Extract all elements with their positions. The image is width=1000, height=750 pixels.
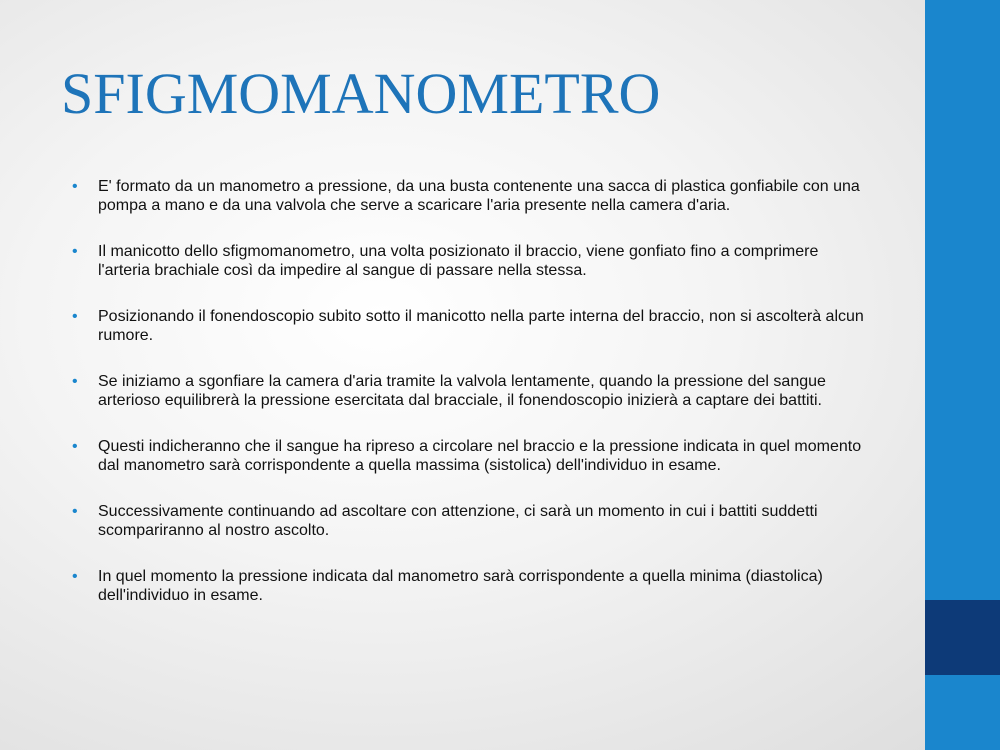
bullet-item (72, 438, 872, 475)
bullet-text: Questi indicheranno che il sangue ha ripreso a circolare nel braccio e la pressione indicata in quel momento dal manometro sarà corrispondente a quella massima (sistolica) dell'individuo in esame. (98, 438, 862, 474)
bullet-item (72, 503, 872, 540)
bullet-icon: • (72, 568, 78, 585)
bullet-text: Successivamente continuando ad ascoltare con attenzione, ci sarà un momento in cui i battiti suddetti scompariranno al nostro ascolto. (98, 503, 818, 539)
slide-title: SFIGMOMANOMETRO (61, 61, 661, 126)
bullet-item (72, 308, 872, 345)
bullet-icon: • (72, 438, 78, 455)
bullet-item (72, 373, 872, 410)
bullet-icon: • (72, 373, 78, 390)
bullet-item (72, 178, 872, 215)
bullet-text: Posizionando il fonendoscopio subito sotto il manicotto nella parte interna del braccio, non si ascolterà alcun rumore. (98, 308, 864, 344)
bullet-item (72, 243, 872, 280)
bullet-item (72, 568, 872, 605)
bullet-icon: • (72, 308, 78, 325)
bullet-text: Se iniziamo a sgonfiare la camera d'aria tramite la valvola lentamente, quando la pressione del sangue arterioso equilibrerà la pressione esercitata dal bracciale, il fonendoscopio inizierà a captare dei battiti. (98, 373, 826, 409)
bullet-icon: • (72, 503, 78, 520)
bullet-icon: • (72, 178, 78, 195)
bullet-text: Il manicotto dello sfigmomanometro, una volta posizionato il braccio, viene gonfiato fino a comprimere l'arteria brachiale così da impedire al sangue di passare nella stessa. (98, 243, 819, 279)
bullet-text: E' formato da un manometro a pressione, da una busta contenente una sacca di plastica gonfiabile con una pompa a mano e da una valvola che serve a scaricare l'aria presente nella camera d'aria. (98, 178, 860, 214)
bullet-text: In quel momento la pressione indicata dal manometro sarà corrispondente a quella minima (diastolica) dell'individuo in esame. (98, 568, 823, 604)
bullet-list (72, 178, 872, 633)
side-accent-block (925, 600, 1000, 675)
bullet-icon: • (72, 243, 78, 260)
